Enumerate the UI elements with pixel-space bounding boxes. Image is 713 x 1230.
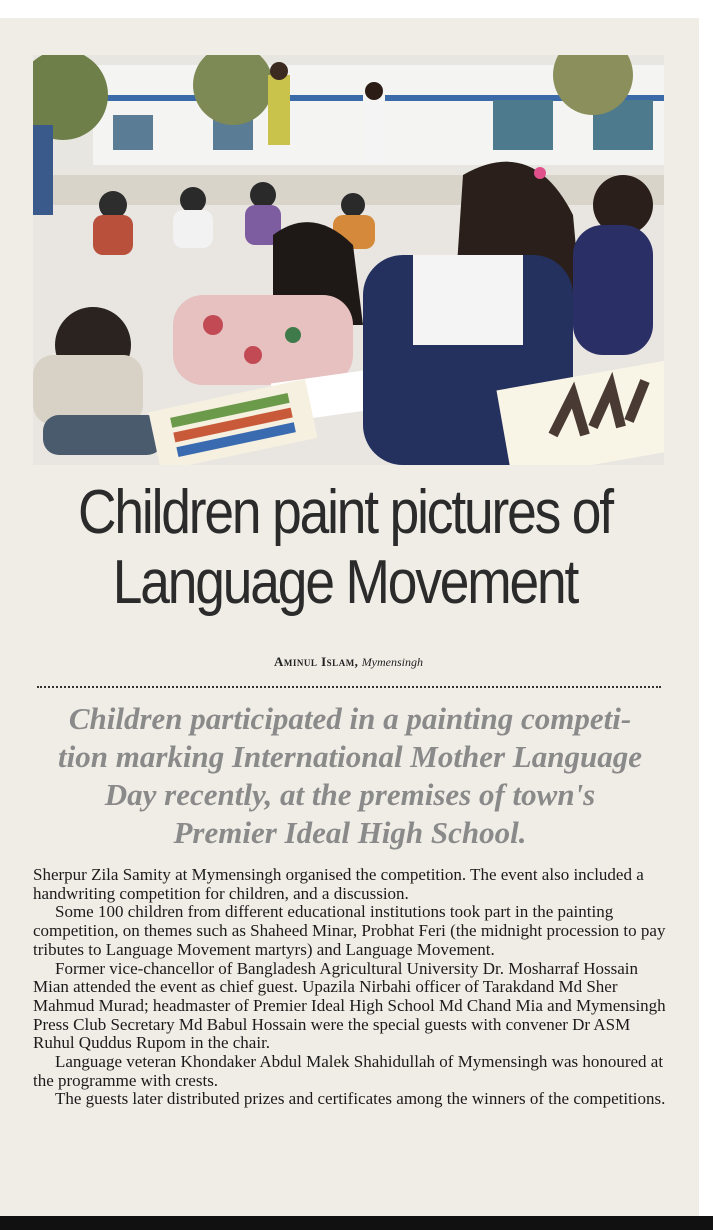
deck-line-1: Children participated in a painting competi-	[68, 701, 632, 736]
article-headline	[66, 478, 625, 618]
article-deck	[30, 700, 670, 852]
body-paragraph: Sherpur Zila Samity at Mymensingh organised the competition. The event also included a handwriting competition for children, and a discussion.	[33, 865, 644, 903]
article-photo	[33, 55, 664, 465]
deck-line-2: tion marking International Mother Language	[58, 739, 642, 774]
deck-line-3: Day recently, at the premises of town's	[104, 777, 596, 812]
article-body	[33, 866, 673, 1109]
page-edge	[699, 0, 713, 1230]
headline-line-1: Children paint pictures of	[78, 478, 612, 547]
body-paragraph: Some 100 children from different educational institutions took part in the painting competition, on themes such as Shaheed Minar, Probhat Feri (the midnight procession to pay tributes to Language Movement martyrs) and Language Movement.	[33, 902, 666, 959]
byline-location: Mymensingh	[361, 655, 424, 669]
body-paragraph: Former vice-chancellor of Bangladesh Agricultural University Dr. Mosharraf Hossain Mian attended the event as chief guest. Upazila Nirbahi officer of Tarakdand Md Sher Mahmud Murad; headmaster of Premier Ideal High School Md Chand Mia and Mymensingh Press Club Secretary Md Babul Hossain were the special guests with convener Dr ASM Ruhul Quddus Rupom in the chair.	[33, 958, 666, 1053]
byline	[33, 654, 664, 670]
body-paragraph: The guests later distributed prizes and certificates among the winners of the competitions.	[55, 1089, 666, 1109]
byline-author: Aminul Islam,	[273, 654, 359, 669]
bottom-bar	[0, 1216, 713, 1230]
body-paragraph: Language veteran Khondaker Abdul Malek Shahidullah of Mymensingh was honoured at the programme with crests.	[33, 1052, 664, 1090]
deck-line-4: Premier Ideal High School.	[173, 815, 527, 850]
headline-line-2: Language Movement	[112, 548, 578, 617]
dotted-divider	[37, 686, 661, 688]
